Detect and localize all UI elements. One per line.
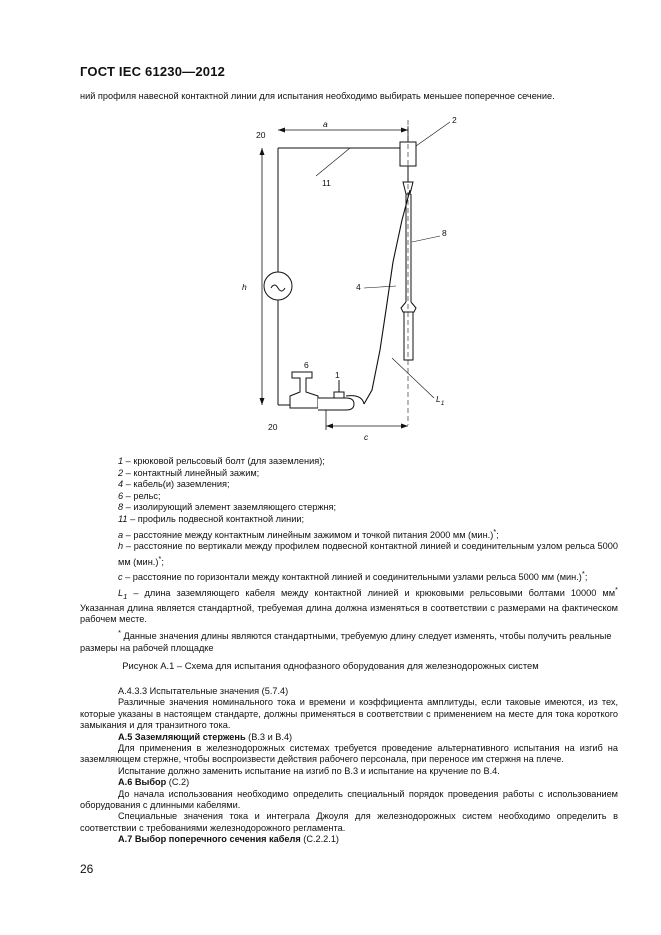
section-heading: А.7 Выбор поперечного сечения кабеля (С.2.2.1) [118, 834, 339, 845]
legend-item: a – расстояние между контактным линейным зажимом и точкой питания 2000 мм (мин.)*; [118, 526, 499, 540]
legend-item: 8 – изолирующий элемент заземляющего стержня; [118, 502, 337, 513]
legend-item: h – расстояние по вертикали между профилем подвесной контактной линией и соединительным узлом рельса 5000 мм (мин.)*; [118, 541, 618, 567]
legend-item: 11 – профиль подвесной контактной линии; [118, 513, 305, 524]
paragraph: Испытание должно заменить испытание на изгиб по В.3 и испытание на кручение по В.4. [118, 765, 500, 776]
page-number: 26 [80, 862, 94, 876]
label-c: c [364, 432, 369, 442]
rail [290, 372, 318, 408]
figure-note: * Данные значения длины являются стандартными, требуемую длину следует изменять, чтобы получить реальные размеры на рабочей площадке [80, 628, 612, 653]
label-2: 2 [452, 115, 457, 125]
legend-item: c – расстояние по горизонтали между контактной линией и соединительными узлами рельса 5000 мм (мин.)*; [118, 569, 588, 583]
label-4: 4 [356, 282, 361, 292]
legend-extra: Указанная длина является стандартной, требуемая длина должна изменяться в соответствии с размерами на фактическом рабочем месте. [80, 602, 618, 625]
paragraph: Специальные значения тока и интеграла Джоуля для железнодорожных систем необходимо определить в соответствии с требованиями железнодорожного регламента. [80, 811, 618, 833]
generator-symbol [264, 272, 292, 300]
legend-item: $L_1$ – длина заземляющего кабеля между контактной линией и крюковыми рельсовыми болтами 10000 мм* Указанная длина является стандартной, требуемая длина должна изменяться в соответствии с размерами на фактическом рабочем месте. [80, 585, 618, 625]
label-11: 11 [322, 178, 331, 188]
paragraph: До начала использования необходимо определить специальный порядок проведения работы с использованием оборудования с длинными кабелями. [80, 788, 618, 811]
label-h: h [242, 282, 247, 292]
hook-bolt [318, 398, 354, 410]
label-8: 8 [442, 228, 447, 238]
label-6: 6 [304, 360, 309, 370]
body-text [80, 686, 618, 846]
legend-item: 1 – крюковой рельсовый болт (для заземления); [118, 456, 325, 466]
label-1: 1 [335, 370, 340, 380]
section-heading: А.6 Выбор (С.2) [118, 777, 190, 788]
document-header: ГОСТ IEC 61230—2012 [80, 64, 226, 79]
label-20-top: 20 [256, 130, 266, 140]
continuation-text: ний профиля навесной контактной линии для испытания необходимо выбирать меньшее поперечное сечение. [80, 91, 555, 101]
paragraph: А.4.3.3 Испытательные значения (5.7.4) [118, 686, 289, 696]
label-a: a [323, 119, 328, 129]
legend-item: 6 – рельс; [118, 490, 161, 501]
label-20-bottom: 20 [268, 422, 278, 432]
legend-item: 2 – контактный линейный зажим; [118, 467, 260, 478]
sine-icon [271, 285, 285, 291]
section-heading: А.5 Заземляющий стержень (В.3 и В.4) [118, 731, 293, 742]
label-L1: $L_1$ [436, 394, 445, 407]
figure-legend [80, 456, 618, 626]
figure-caption: Рисунок А.1 – Схема для испытания однофазного оборудования для железнодорожных систем [122, 660, 539, 671]
test-circuit-figure [0, 0, 661, 450]
legend-item: 4 – кабель(и) заземления; [118, 479, 230, 490]
paragraph: Для применения в железнодорожных системах требуется проведение альтернативного испытания на изгиб на заземляющем стержне, чтобы воспроизвести действия рабочего персонала, при переносе им стержня на плече. [80, 743, 618, 765]
paragraph: Различные значения номинального тока и времени и коэффициента амплитуды, если таковые имеются, из тех, которые указаны в настоящем стандарте, должны применяться в соответствии с применением на месте для тока короткого замыкания и для транзитного тока. [80, 697, 618, 731]
earthing-cable [364, 190, 410, 404]
